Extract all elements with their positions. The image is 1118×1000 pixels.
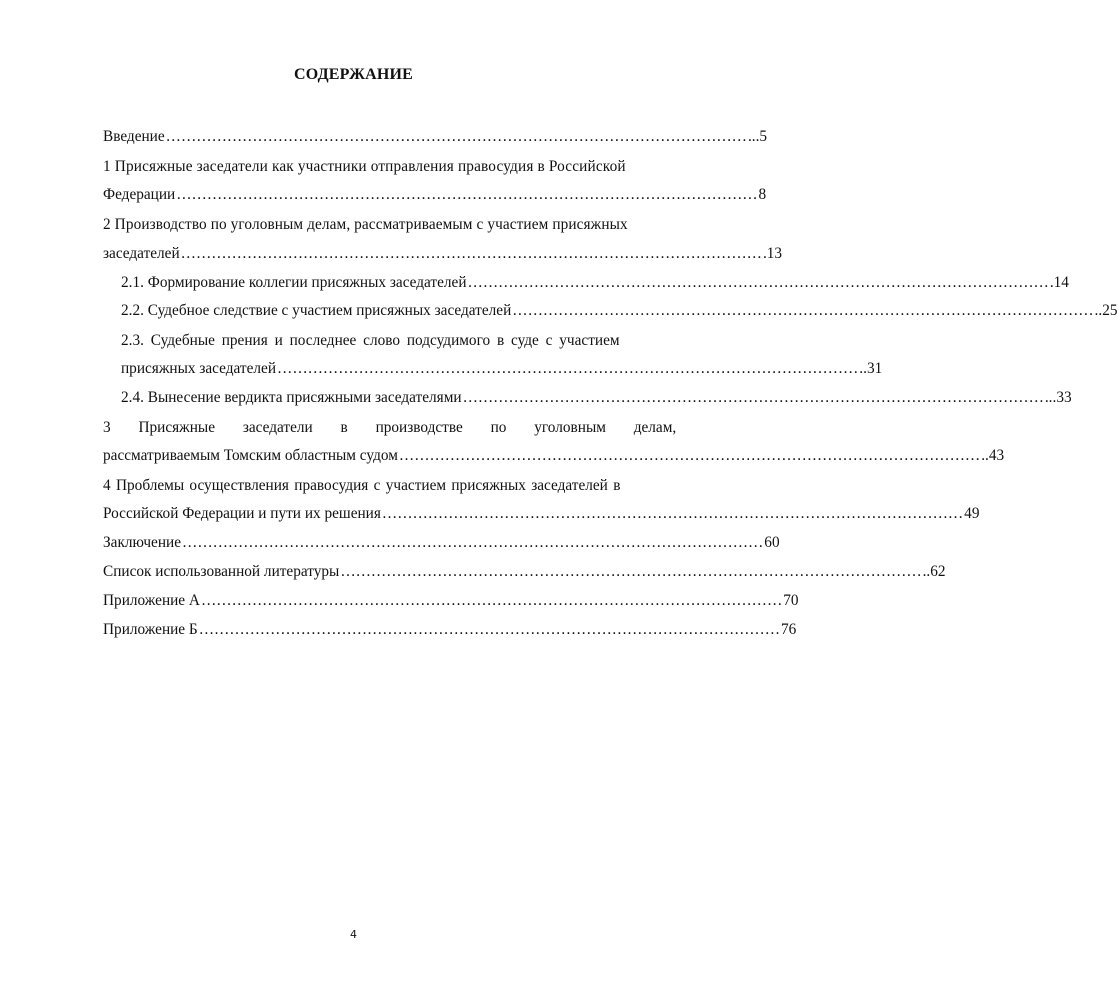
toc-entry-chapter-2-line-1 bbox=[103, 216, 669, 234]
toc-entry-section-2-2 bbox=[121, 302, 1118, 320]
toc-page-number: ..25 bbox=[1094, 302, 1118, 319]
toc-entry-text: 2.2. Судебное следствие с участием присяжных заседателей bbox=[121, 302, 512, 319]
toc-page-number: ..31 bbox=[859, 360, 883, 377]
leader-dots: …………………………………………………………………………………………………… bbox=[180, 245, 762, 262]
toc-entry-text: Введение bbox=[103, 128, 165, 145]
toc-page-number: ..62 bbox=[922, 563, 946, 580]
toc-entry-text: 4 Проблемы осуществления правосудия с участием присяжных заседателей в bbox=[103, 477, 621, 494]
toc-page-number: 8 bbox=[758, 186, 767, 203]
toc-entry-section-2-4 bbox=[121, 389, 1072, 407]
toc-page-number: .13 bbox=[762, 245, 783, 262]
toc-entry-chapter-4-line-2 bbox=[103, 505, 980, 523]
toc-entry-section-2-3-line-1 bbox=[121, 332, 669, 350]
toc-entry-text: 2.4. Вынесение вердикта присяжными заседателями bbox=[121, 389, 462, 406]
toc-page-number: ...5 bbox=[747, 128, 768, 145]
leader-dots: …………………………………………………………………………………………………… bbox=[176, 186, 758, 203]
toc-entry-text: заседателей bbox=[103, 245, 180, 262]
toc-entry-text: Российской Федерации и пути их решения bbox=[103, 505, 381, 522]
leader-dots: …………………………………………………………………………………………………… bbox=[398, 447, 981, 464]
toc-entry-text: Федерации bbox=[103, 186, 176, 203]
toc-entry-text: Приложение А bbox=[103, 592, 200, 609]
toc-entry-text: присяжных заседателей bbox=[121, 360, 277, 377]
toc-entry-section-2-1 bbox=[121, 274, 1069, 292]
toc-page-number: ...33 bbox=[1044, 389, 1072, 406]
toc-entry-text: Заключение bbox=[103, 534, 182, 551]
toc-entry-text: 3 Присяжные заседатели в производстве по уголовным делам, bbox=[103, 419, 677, 436]
leader-dots: …………………………………………………………………………………………………… bbox=[467, 274, 1049, 291]
toc-page-number: ..43 bbox=[981, 447, 1005, 464]
leader-dots: …………………………………………………………………………………………………… bbox=[200, 592, 783, 609]
toc-page-number: 49 bbox=[964, 505, 980, 522]
toc-entry-text: 1 Присяжные заседатели как участники отправления правосудия в Российской bbox=[103, 158, 626, 175]
toc-entry-section-2-3-line-2 bbox=[121, 360, 883, 378]
toc-entry-bibliography bbox=[103, 563, 946, 581]
toc-entry-text: 2.1. Формирование коллегии присяжных заседателей bbox=[121, 274, 467, 291]
toc-entry-conclusion bbox=[103, 534, 780, 552]
toc-entry-text: Приложение Б bbox=[103, 621, 198, 638]
toc-entry-appendix-a bbox=[103, 592, 799, 610]
toc-page-number: .14 bbox=[1049, 274, 1069, 291]
leader-dots: …………………………………………………………………………………………………… bbox=[182, 534, 764, 551]
toc-entry-text: Список использованной литературы bbox=[103, 563, 340, 580]
toc-entry-introduction bbox=[103, 128, 768, 146]
toc-entry-text: 2 Производство по уголовным делам, рассматриваемым с участием присяжных bbox=[103, 216, 628, 233]
toc-entry-text: 2.3. Судебные прения и последнее слово подсудимого в суде с участием bbox=[121, 332, 620, 349]
leader-dots: …………………………………………………………………………………………………… bbox=[340, 563, 922, 580]
toc-page-number: 76 bbox=[781, 621, 797, 638]
leader-dots: …………………………………………………………………………………………………… bbox=[277, 360, 859, 377]
toc-entry-chapter-1-line-1 bbox=[103, 158, 669, 176]
toc-entry-text: рассматриваемым Томским областным судом bbox=[103, 447, 398, 464]
toc-entry-chapter-3-line-2 bbox=[103, 447, 1005, 465]
toc-page-number: 60 bbox=[764, 534, 780, 551]
leader-dots: …………………………………………………………………………………………………… bbox=[512, 302, 1094, 319]
toc-entry-chapter-3-line-1 bbox=[103, 419, 677, 437]
toc-entry-appendix-b bbox=[103, 621, 797, 639]
toc-page-number: 70 bbox=[783, 592, 799, 609]
leader-dots: …………………………………………………………………………………………………… bbox=[462, 389, 1044, 406]
toc-entry-chapter-1-line-2 bbox=[103, 186, 767, 204]
leader-dots: …………………………………………………………………………………………………… bbox=[198, 621, 780, 638]
page-number: 4 bbox=[350, 928, 357, 941]
leader-dots: …………………………………………………………………………………………………… bbox=[381, 505, 964, 522]
toc-entry-chapter-2-line-2 bbox=[103, 245, 783, 263]
leader-dots: …………………………………………………………………………………………………… bbox=[165, 128, 747, 145]
toc-title: СОДЕРЖАНИЕ bbox=[293, 66, 414, 83]
toc-entry-chapter-4-line-1 bbox=[103, 477, 669, 495]
